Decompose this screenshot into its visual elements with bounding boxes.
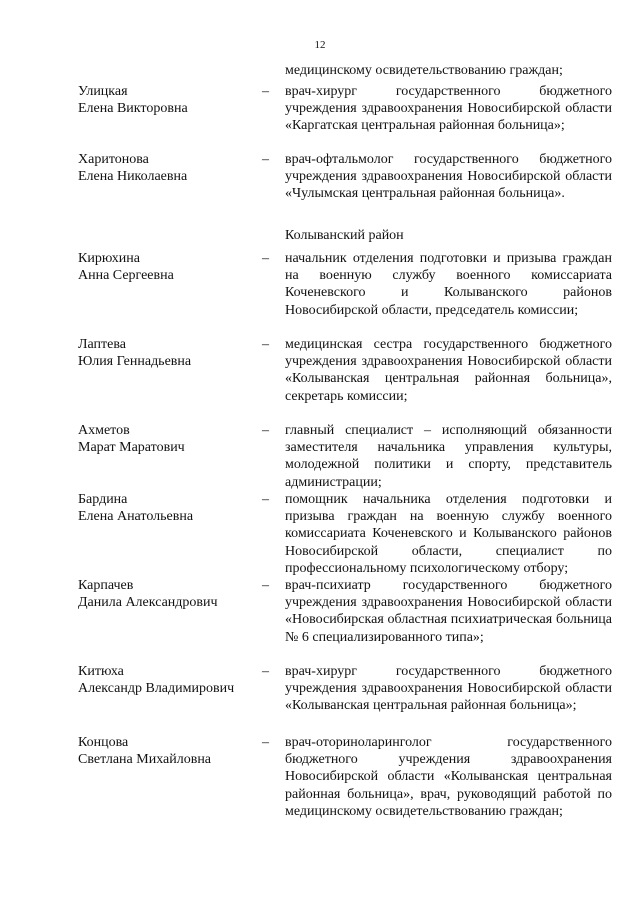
dash-separator: –	[262, 423, 269, 438]
member-position: помощник начальника отделения подготовки и призыва граждан на военную службу военного комиссариата Коченевского и Колыванского районов Новосибирской области, специалист по профессиональному психологическому отбору;	[285, 492, 612, 576]
dash-separator: –	[262, 84, 269, 99]
member-surname: Концова	[78, 735, 129, 750]
member-surname: Китюха	[78, 664, 124, 679]
member-name	[78, 491, 258, 525]
member-given-names: Юлия Геннадьевна	[78, 354, 192, 369]
member-surname: Ахметов	[78, 423, 130, 438]
member-position: медицинская сестра государственного бюджетного учреждения здравоохранения Новосибирской области «Колыванская центральная районная больница», секретарь комиссии;	[285, 337, 612, 404]
dash-separator: –	[262, 152, 269, 167]
dash-separator: –	[262, 735, 269, 750]
member-name	[78, 663, 258, 697]
member-given-names: Елена Николаевна	[78, 169, 188, 184]
dash-separator: –	[262, 664, 269, 679]
member-surname: Бардина	[78, 492, 128, 507]
member-surname: Харитонова	[78, 152, 149, 167]
member-position: врач-хирург государственного бюджетного учреждения здравоохранения Новосибирской области «Каргатская центральная районная больница»;	[285, 84, 612, 134]
member-name	[78, 422, 258, 456]
member-given-names: Анна Сергеевна	[78, 268, 174, 283]
member-surname: Улицкая	[78, 84, 128, 99]
member-given-names: Данила Александрович	[78, 595, 218, 610]
member-name	[78, 336, 258, 370]
dash-separator: –	[262, 251, 269, 266]
member-position: главный специалист – исполняющий обязанности заместителя начальника управления культуры, молодежной политики и спорту, представитель администрации;	[285, 423, 612, 490]
member-given-names: Марат Маратович	[78, 440, 185, 455]
member-name	[78, 734, 258, 768]
member-position: врач-хирург государственного бюджетного учреждения здравоохранения Новосибирской области «Колыванская центральная районная больница»;	[285, 664, 612, 714]
member-given-names: Александр Владимирович	[78, 681, 235, 696]
continued-text: медицинскому освидетельствованию граждан;	[285, 63, 563, 78]
member-surname: Карпачев	[78, 578, 134, 593]
member-name	[78, 250, 258, 284]
district-heading: Колыванский район	[285, 228, 404, 243]
dash-separator: –	[262, 578, 269, 593]
dash-separator: –	[262, 337, 269, 352]
member-position: начальник отделения подготовки и призыва граждан на военную службу военного комиссариата Коченевского и Колыванского районов Новосибирской области, председатель комиссии;	[285, 251, 612, 318]
member-position: врач-оториноларинголог государственного бюджетного учреждения здравоохранения Новосибирской области «Колыванская центральная районная больница», врач, руководящий работой по медицинскому освидетельствованию граждан;	[285, 735, 612, 819]
member-given-names: Елена Анатольевна	[78, 509, 194, 524]
member-surname: Кирюхина	[78, 251, 140, 266]
dash-separator: –	[262, 492, 269, 507]
member-name	[78, 151, 258, 185]
member-given-names: Елена Викторовна	[78, 101, 188, 116]
member-position: врач-психиатр государственного бюджетного учреждения здравоохранения Новосибирской области «Новосибирская областная психиатрическая больница № 6 специализированного типа»;	[285, 578, 612, 645]
member-position: врач-офтальмолог государственного бюджетного учреждения здравоохранения Новосибирской области «Чулымская центральная районная больница».	[285, 152, 612, 202]
page-number: 12	[314, 39, 326, 51]
member-name	[78, 577, 258, 611]
member-surname: Лаптева	[78, 337, 126, 352]
member-given-names: Светлана Михайловна	[78, 752, 212, 767]
member-name	[78, 83, 258, 117]
